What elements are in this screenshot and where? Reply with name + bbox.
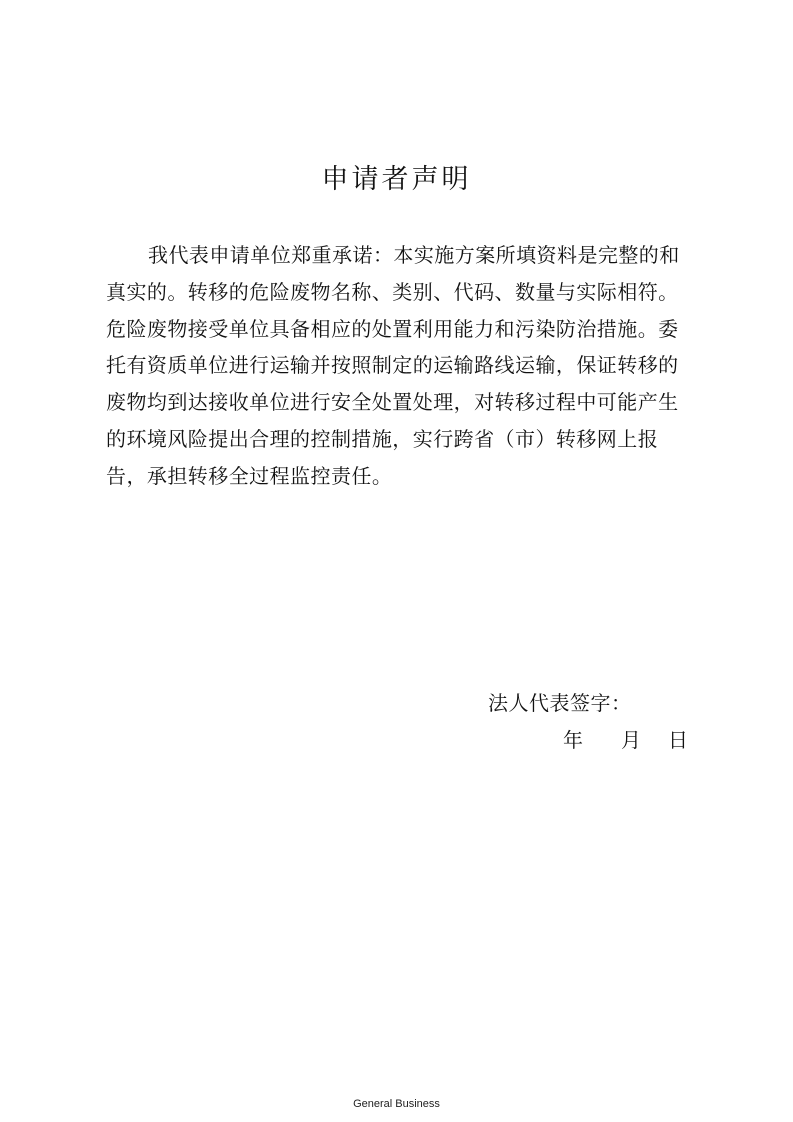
signature-label: 法人代表签字： bbox=[488, 691, 632, 715]
date-month-label: 月 bbox=[621, 728, 641, 752]
page-title: 申请者声明 bbox=[321, 164, 472, 195]
declaration-body: 我代表申请单位郑重承诺：本实施方案所填资料是完整的和真实的。转移的危险废物名称、类别、代码、数量与实际相符。危险废物接受单位具备相应的处置利用能力和污染防治措施。委托有资质单位进行运输并按照制定的运输路线运输，保证转移的废物均到达接收单位进行安全处置处理，对转移过程中可能产生的环境风险提出合理的控制措施，实行跨省（市）转移网上报告，承担转移全过程监控责任。 bbox=[106, 243, 680, 488]
date-day-label: 日 bbox=[668, 728, 688, 752]
date-year-label: 年 bbox=[563, 728, 583, 752]
footer-classification: General Business bbox=[353, 1098, 440, 1110]
